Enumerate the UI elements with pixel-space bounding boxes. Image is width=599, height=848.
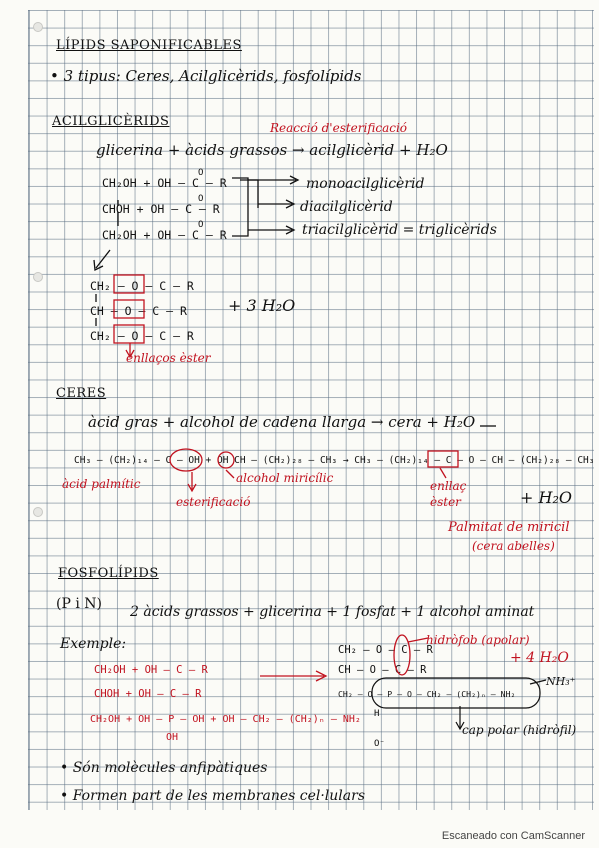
carbonyl-o-3: O xyxy=(198,220,204,230)
arrow-line xyxy=(96,250,110,268)
phospholipids-title: FOSFOLÍPIDS xyxy=(58,566,159,581)
phospholipid-left-row-2: CHOH + OH – C – R xyxy=(94,688,202,700)
carbonyl-o-1: O xyxy=(198,168,204,178)
oh-circle xyxy=(170,449,202,471)
example-label: Exemple: xyxy=(60,636,127,652)
phospholipid-right-row-2: CH – O – C – R xyxy=(338,664,427,676)
ester-row-3: CH₂ – O – C – R xyxy=(90,329,194,343)
h-mark: H xyxy=(374,709,380,719)
wax-water: + H₂O xyxy=(520,488,572,507)
glycerol-row-1: CH₂OH + OH – C – R xyxy=(102,176,227,190)
waxes-title: CERES xyxy=(56,386,107,401)
glycerol-row-2: CHOH + OH – C – R xyxy=(102,202,220,216)
phospholipid-equation: 2 àcids grassos + glicerina + 1 fosfat + 1 alcohol aminat xyxy=(130,604,535,620)
h-circle xyxy=(218,452,234,468)
esterification-label: esterificació xyxy=(176,495,251,509)
phospholipid-water: + 4 H₂O xyxy=(510,650,569,666)
product-mono: monoacilglicèrid xyxy=(306,176,425,192)
acylglycerides-title: ACILGLICÈRIDS xyxy=(52,114,170,129)
carbonyl-o-2: O xyxy=(198,194,204,204)
wax-product-name: Palmitat de miricil xyxy=(448,520,570,535)
section-title: LÍPIDS SAPONIFICABLES xyxy=(56,38,242,53)
wax-equation: àcid gras + alcohol de cadena llarga → cera + H₂O xyxy=(88,413,476,431)
phosphate-oh: OH xyxy=(166,732,179,743)
acylglyceride-equation: glicerina + àcids grassos → acilglicèrid + H₂O xyxy=(96,141,448,159)
glycerol-row-3: CH₂OH + OH – C – R xyxy=(102,228,227,242)
phospholipid-right-row-1: CH₂ – O – C – R xyxy=(338,644,433,656)
phospholipids-subtitle: (P i N) xyxy=(56,596,102,612)
ester-box xyxy=(428,451,458,467)
oxygen-box xyxy=(114,325,144,343)
esterification-reaction-label: Reacció d'esterificació xyxy=(270,121,408,135)
nh3-label: NH₃⁺ xyxy=(546,675,576,688)
water-3: + 3 H₂O xyxy=(228,296,296,315)
ester-bonds-label: enllaços èster xyxy=(126,351,211,365)
product-tri: triacilglicèrid = triglicèrids xyxy=(302,222,497,238)
note-amphipathic: • Són molècules anfipàtiques xyxy=(60,760,268,776)
phospholipid-left-row-3: CH₂OH + OH – P – OH + OH – CH₂ – (CH₂)ₙ – NH₂ xyxy=(90,714,361,725)
note-membranes: • Formen part de les membranes cel·lulars xyxy=(60,788,365,804)
r-groups-circle xyxy=(394,635,410,675)
hydrophobic-label: hidròfob (apolar) xyxy=(426,633,530,647)
ester-bond-label: enllaç èster xyxy=(430,479,467,509)
o-minus-mark: O⁻ xyxy=(374,739,385,749)
ester-row-1: CH₂ – O – C – R xyxy=(90,279,194,293)
types-line: • 3 tipus: Ceres, Acilglicèrids, fosfolípids xyxy=(50,67,362,85)
miricyl-alcohol-label: alcohol miricílic xyxy=(236,471,334,485)
bracket-shape xyxy=(232,178,248,236)
wax-formula: CH₃ – (CH₂)₁₄ – C – OH + OH CH – (CH₂)₂₈ – CH₃ → CH₃ – (CH₂)₁₄ – C – O – CH – (CH₂)₂₈ – CH₃ xyxy=(74,455,595,466)
bracket-shape xyxy=(240,180,258,208)
scanner-watermark: Escaneado con CamScanner xyxy=(441,830,585,842)
ester-row-2: CH – O – C – R xyxy=(90,304,187,318)
wax-product-note: (cera abelles) xyxy=(472,539,555,553)
phospholipid-left-row-1: CH₂OH + OH – C – R xyxy=(94,664,208,676)
palmitic-acid-label: àcid palmític xyxy=(62,477,141,491)
phospholipid-right-row-3: CH₂ – O – P – O – CH₂ – (CH₂)ₙ – NH₂ xyxy=(338,689,516,699)
polar-head-box xyxy=(372,678,540,708)
oxygen-box xyxy=(114,275,144,293)
product-di: diacilglicèrid xyxy=(300,199,393,215)
polar-head-label: cap polar (hidròfil) xyxy=(462,723,577,737)
oxygen-box xyxy=(114,300,144,318)
